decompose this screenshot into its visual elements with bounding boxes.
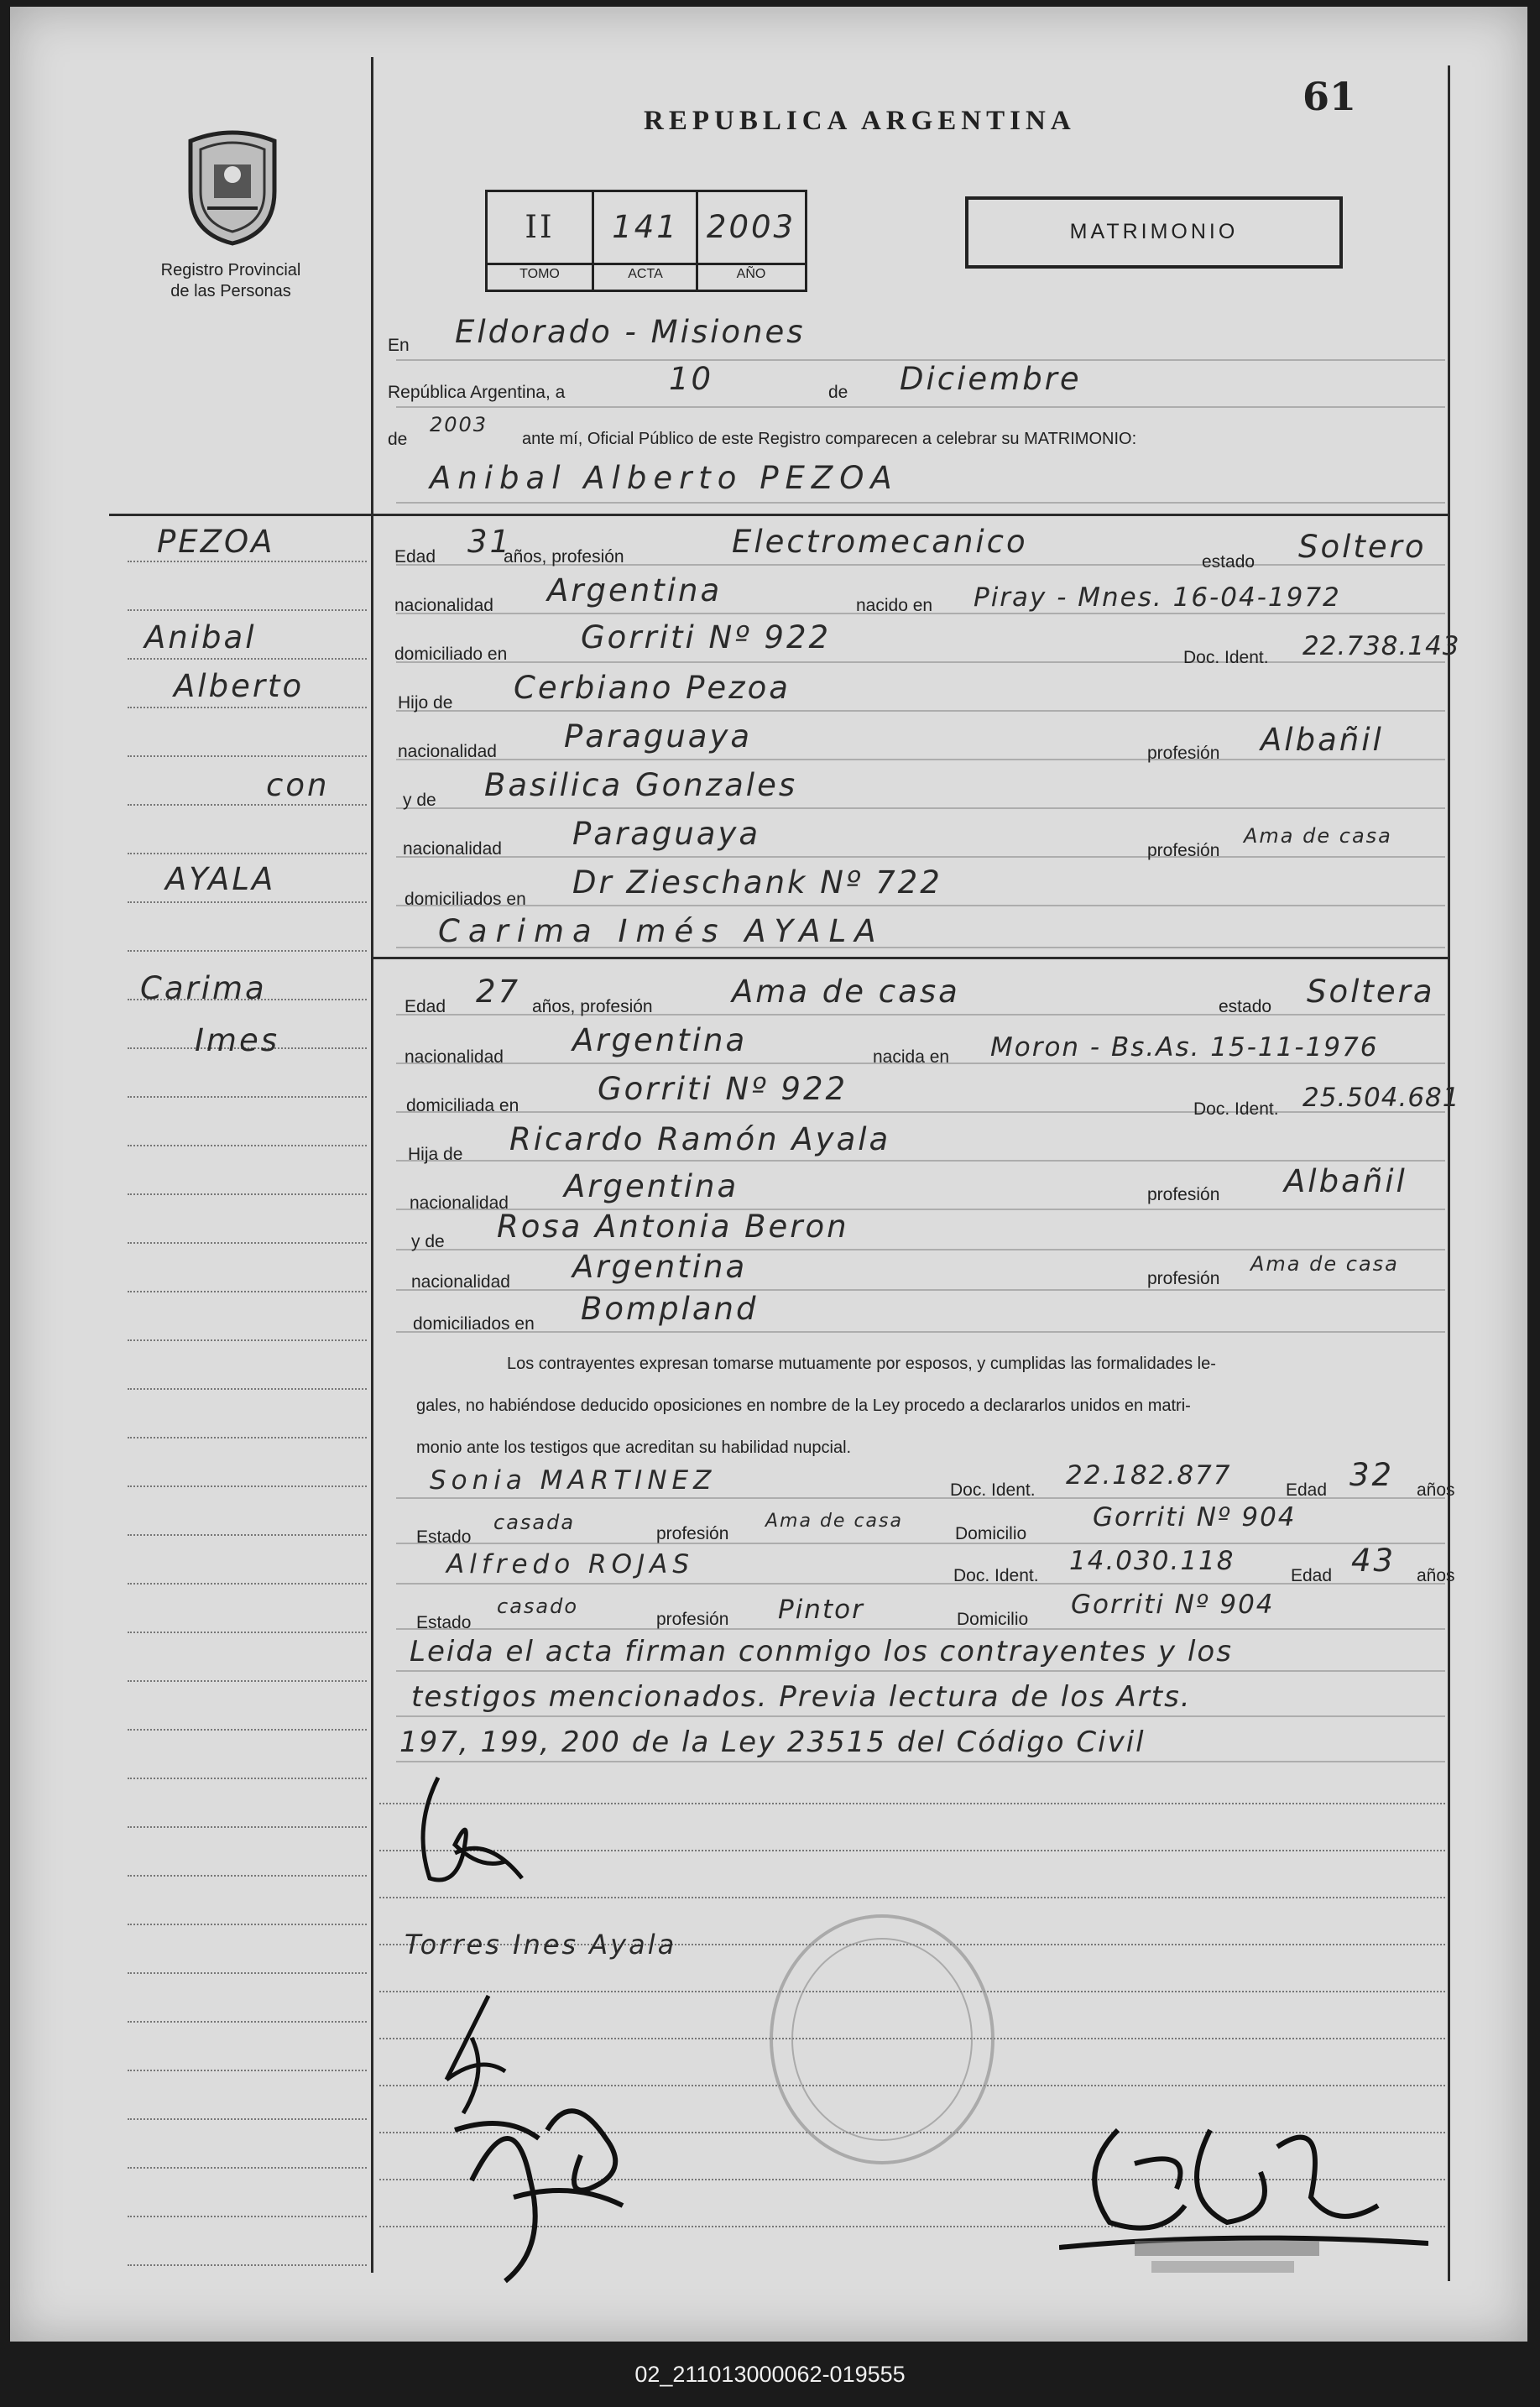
groom-mother-prof-label: profesión: [1147, 841, 1220, 860]
witness1-domicilio-label: Domicilio: [955, 1524, 1027, 1543]
witness1-anos-label: años: [1417, 1480, 1455, 1500]
margin-rule: [128, 609, 367, 611]
ano-value: 2003: [706, 209, 796, 245]
margin-border-right: [1448, 65, 1450, 2281]
fill-line: [396, 1111, 1445, 1113]
margin-rule: [128, 2070, 367, 2071]
witness2-age: 43: [1351, 1543, 1396, 1579]
fill-line: [396, 807, 1445, 809]
bride-profession: Ama de casa: [732, 974, 960, 1010]
margin-border-left: [371, 57, 373, 2273]
witness2-estado-label: Estado: [416, 1613, 472, 1632]
bride-father-prof-label: profesión: [1147, 1185, 1220, 1204]
margin-rule: [128, 804, 367, 806]
bride-address: Gorriti Nº 922: [598, 1071, 848, 1107]
intro-text: ante mí, Oficial Público de este Registro comparecen a celebrar su MATRIMONIO:: [522, 430, 1137, 448]
bride-mother-prof: Ama de casa: [1250, 1252, 1399, 1276]
witness1-profession: Ama de casa: [765, 1511, 903, 1532]
groom-edad-label: Edad: [394, 547, 436, 567]
bride-father: Ricardo Ramón Ayala: [509, 1121, 891, 1157]
groom-nacido-label: nacido en: [856, 596, 933, 615]
groom-parents-dom-label: domiciliados en: [405, 890, 526, 909]
margin-rule: [128, 1437, 367, 1438]
footer-code: 02_211013000062-019555: [634, 2362, 906, 2387]
margin-rule: [128, 1096, 367, 1098]
margin-rule: [128, 2118, 367, 2120]
margin-rule: [128, 1291, 367, 1292]
margin-rule: [128, 1193, 367, 1195]
closing-line1: Leida el acta firman conmigo los contrayentes y los: [410, 1635, 1233, 1668]
margin-rule: [128, 1729, 367, 1731]
groom-father: Cerbiano Pezoa: [514, 670, 791, 706]
fill-line: [396, 406, 1445, 408]
de-label: de: [828, 383, 848, 402]
witness2-profession: Pintor: [778, 1595, 864, 1625]
witness2-edad-label: Edad: [1291, 1566, 1333, 1585]
margin-rule: [128, 2167, 367, 2169]
registry-line2: de las Personas: [170, 282, 291, 300]
groom-address: Gorriti Nº 922: [581, 619, 832, 655]
margin-rule: [128, 901, 367, 903]
bride-father-nat: Argentina: [564, 1168, 739, 1204]
doc-type-box: [965, 196, 1343, 269]
document-page: [10, 7, 1527, 2342]
margin-rule: [128, 950, 367, 952]
witness1-estado-label: Estado: [416, 1527, 472, 1547]
bride-mother-nat: Argentina: [572, 1249, 748, 1285]
margin-rule: [128, 1339, 367, 1341]
bride-nacida-label: nacida en: [873, 1047, 950, 1067]
groom-mother-nat-label: nacionalidad: [403, 839, 502, 859]
margin-groom-name2: Alberto: [174, 668, 305, 704]
day: 10: [669, 361, 714, 397]
witness1-edad-label: Edad: [1286, 1480, 1328, 1500]
groom-doc-label: Doc. Ident.: [1183, 648, 1269, 667]
bride-mother-prof-label: profesión: [1147, 1269, 1220, 1288]
signature-official: [1059, 2096, 1428, 2285]
witness1-status: casada: [493, 1511, 576, 1534]
margin-rule: [128, 853, 367, 854]
fill-line: [396, 1331, 1445, 1333]
margin-rule: [128, 2021, 367, 2023]
margin-rule: [128, 1778, 367, 1779]
bride-mother-nat-label: nacionalidad: [411, 1272, 510, 1292]
witness2-doc: 14.030.118: [1069, 1546, 1235, 1576]
fill-line: [396, 1583, 1445, 1585]
bride-profesion-label: años, profesión: [532, 997, 653, 1016]
margin-rule: [128, 1485, 367, 1487]
bride-full-name: Carima Imés AYALA: [438, 913, 885, 949]
fill-line: [396, 710, 1445, 712]
de-year-label: de: [388, 430, 408, 449]
groom-domicilio-label: domiciliado en: [394, 645, 508, 664]
witness2-anos-label: años: [1417, 1566, 1455, 1585]
fill-line: [396, 661, 1445, 663]
tomo-label: TOMO: [519, 267, 560, 281]
groom-nationality: Argentina: [547, 572, 723, 608]
margin-rule: [128, 1534, 367, 1536]
fill-line: [396, 1160, 1445, 1162]
signature-groom: [405, 1761, 556, 1899]
margin-rule: [128, 1242, 367, 1244]
bride-parents-address: Bompland: [581, 1291, 759, 1327]
en-label: En: [388, 336, 410, 355]
year: 2003: [430, 413, 488, 436]
bride-father-prof: Albañil: [1284, 1163, 1407, 1199]
witness2-doc-label: Doc. Ident.: [953, 1566, 1039, 1585]
fill-line: [396, 1670, 1445, 1672]
witness1-address: Gorriti Nº 904: [1093, 1502, 1297, 1532]
country-title: REPUBLICA ARGENTINA: [644, 106, 1076, 136]
groom-status: Soltero: [1298, 529, 1427, 565]
official-seal-icon: [770, 1914, 994, 2164]
groom-nacionalidad-label: nacionalidad: [394, 596, 493, 615]
margin-rule: [128, 1972, 367, 1974]
margin-rule: [128, 2216, 367, 2217]
declaration-line2: gales, no habiéndose deducido oposiciones en nombre de la Ley procedo a declararlos unidos en matri-: [416, 1397, 1191, 1415]
record-id-box: [485, 190, 807, 292]
margin-rule: [128, 658, 367, 660]
margin-bride-name1: Carima: [140, 970, 267, 1006]
declaration-line3: monio ante los testigos que acreditan su habilidad nupcial.: [416, 1438, 852, 1457]
groom-parents-address: Dr Zieschank Nº 722: [572, 864, 942, 901]
margin-bride-surname: AYALA: [165, 861, 276, 897]
groom-doc: 22.738.143: [1302, 631, 1460, 661]
margin-rule: [128, 1924, 367, 1925]
groom-father-nat-label: nacionalidad: [398, 742, 497, 761]
signature-witness2: [438, 2080, 656, 2302]
bride-hija-label: Hija de: [408, 1145, 463, 1164]
groom-hijo-label: Hijo de: [398, 693, 453, 713]
groom-birth: Piray - Mnes. 16-04-1972: [974, 582, 1341, 613]
groom-mother-nat: Paraguaya: [572, 816, 761, 852]
month: Diciembre: [900, 361, 1082, 397]
fill-line: [396, 856, 1445, 858]
margin-rule: [128, 1583, 367, 1585]
fill-line: [396, 502, 1445, 504]
groom-mother-prof: Ama de casa: [1244, 824, 1392, 848]
margin-rule: [128, 1632, 367, 1633]
margin-bride-name2: Imes: [195, 1022, 279, 1058]
closing-line3: 197, 199, 200 de la Ley 23515 del Código Civil: [399, 1726, 1146, 1759]
groom-section-divider: [109, 514, 1450, 516]
page-number: 61: [1302, 74, 1357, 119]
witness2-domicilio-label: Domicilio: [957, 1610, 1029, 1629]
registry-line1: Registro Provincial: [160, 261, 301, 279]
bride-yde-label: y de: [411, 1232, 445, 1251]
acta-label: ACTA: [628, 267, 663, 281]
witness1-doc: 22.182.877: [1066, 1460, 1232, 1491]
signature-bride: Torres Ines Ayala: [405, 1929, 677, 1961]
bride-edad-label: Edad: [405, 997, 446, 1016]
fill-line: [396, 1628, 1445, 1630]
bride-nationality: Argentina: [572, 1022, 748, 1058]
groom-profession: Electromecanico: [732, 524, 1028, 560]
bride-estado-label: estado: [1219, 997, 1272, 1016]
margin-groom-name1: Anibal: [144, 619, 257, 655]
place: Eldorado - Misiones: [455, 314, 806, 350]
witness2-name: Alfredo ROJAS: [446, 1549, 695, 1579]
margin-rule: [128, 1388, 367, 1390]
margin-con: con: [266, 767, 330, 803]
republica-label: República Argentina, a: [388, 383, 566, 402]
groom-age: 31: [467, 524, 513, 560]
fill-line: [396, 1715, 1445, 1717]
bride-status: Soltera: [1307, 974, 1435, 1010]
ano-label: AÑO: [736, 267, 766, 281]
witness2-address: Gorriti Nº 904: [1071, 1590, 1275, 1620]
groom-yde-label: y de: [403, 791, 436, 810]
bride-nacionalidad-label: nacionalidad: [405, 1047, 504, 1067]
margin-rule: [128, 1875, 367, 1877]
fill-line: [396, 905, 1445, 906]
witness2-profesion-label: profesión: [656, 1610, 729, 1629]
groom-mother: Basilica Gonzales: [484, 767, 798, 803]
witness2-status: casado: [497, 1595, 579, 1618]
margin-rule: [128, 707, 367, 708]
fill-line: [396, 1249, 1445, 1250]
groom-father-nat: Paraguaya: [564, 718, 753, 754]
tomo-value: II: [525, 209, 555, 245]
margin-rule: [128, 561, 367, 562]
margin-rule: [128, 755, 367, 757]
margin-rule: [128, 1826, 367, 1828]
bride-doc: 25.504.681: [1302, 1083, 1460, 1113]
declaration-line1: Los contrayentes expresan tomarse mutuamente por esposos, y cumplidas las formalidades le-: [507, 1355, 1216, 1373]
witness1-doc-label: Doc. Ident.: [950, 1480, 1036, 1500]
acta-value: 141: [612, 209, 679, 245]
witness1-name: Sonia MARTINEZ: [430, 1465, 717, 1496]
witness1-profesion-label: profesión: [656, 1524, 729, 1543]
groom-full-name: Anibal Alberto PEZOA: [430, 460, 899, 496]
doc-type-label: MATRIMONIO: [1069, 220, 1239, 243]
groom-father-prof: Albañil: [1261, 722, 1384, 758]
bride-age: 27: [476, 974, 521, 1010]
fill-line: [396, 1543, 1445, 1544]
groom-profesion-label: años, profesión: [504, 547, 624, 567]
groom-father-prof-label: profesión: [1147, 744, 1220, 763]
margin-rule: [128, 1145, 367, 1146]
bride-domicilio-label: domiciliada en: [406, 1096, 519, 1115]
bride-birth: Moron - Bs.As. 15-11-1976: [990, 1032, 1379, 1063]
margin-rule: [128, 2264, 367, 2266]
coat-of-arms-icon: [182, 124, 283, 246]
margin-groom-surname: PEZOA: [157, 524, 275, 560]
margin-rule: [128, 1680, 367, 1682]
groom-estado-label: estado: [1202, 552, 1255, 572]
bride-mother: Rosa Antonia Beron: [497, 1209, 849, 1245]
fill-line: [396, 1289, 1445, 1291]
closing-line2: testigos mencionados. Previa lectura de los Arts.: [411, 1680, 1192, 1714]
bride-parents-dom-label: domiciliados en: [413, 1314, 535, 1334]
bride-doc-label: Doc. Ident.: [1193, 1099, 1279, 1119]
witness1-age: 32: [1349, 1457, 1395, 1493]
bride-father-nat-label: nacionalidad: [410, 1193, 509, 1213]
fill-line: [396, 759, 1445, 760]
bride-section-divider: [371, 957, 1450, 959]
